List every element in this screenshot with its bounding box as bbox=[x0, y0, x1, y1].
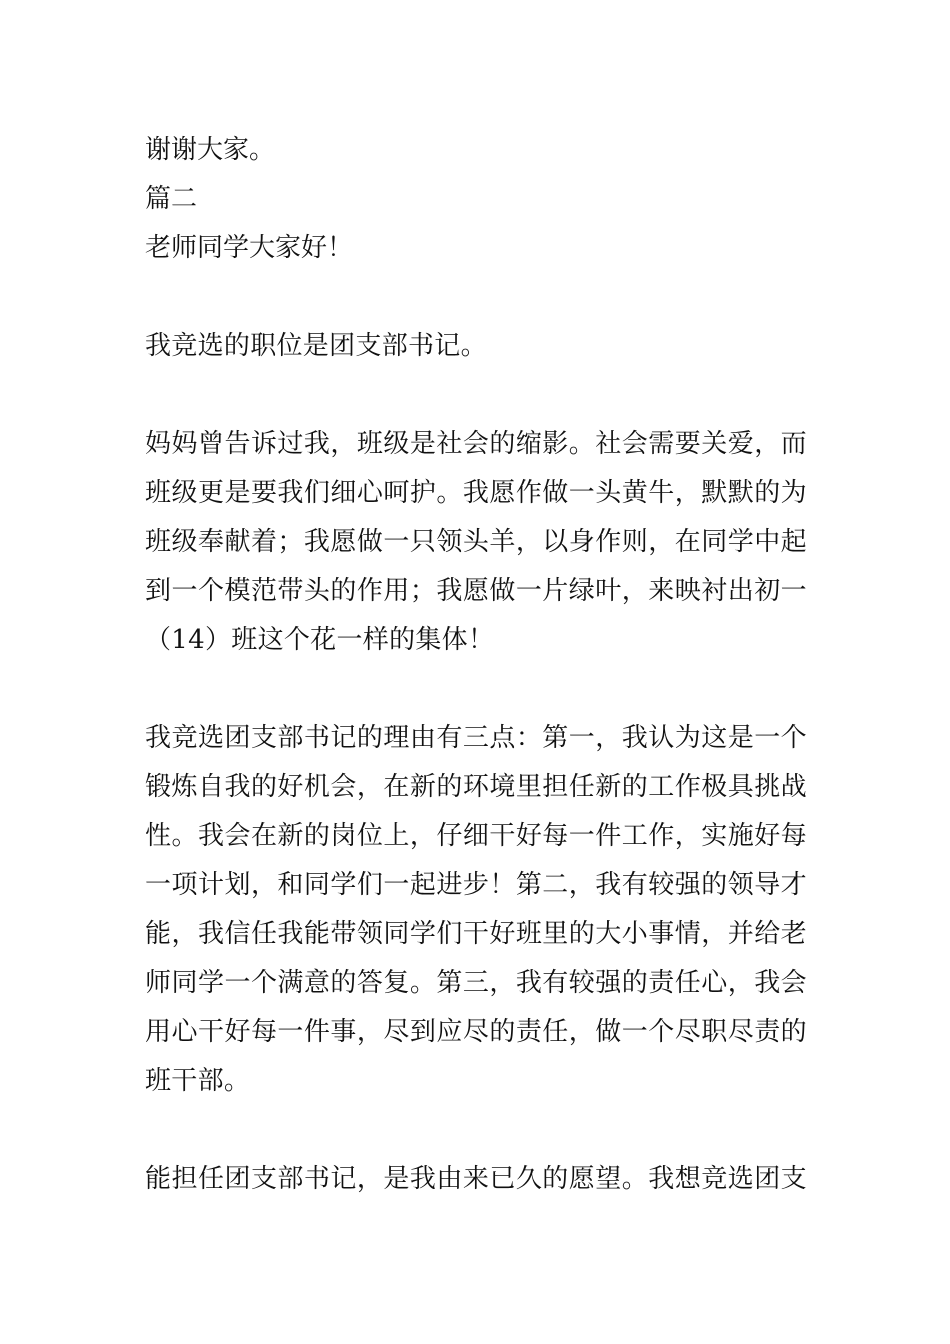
paragraph-gap bbox=[145, 273, 807, 322]
paragraph-line: 我竞选团支部书记的理由有三点：第一，我认为这是一个 bbox=[145, 723, 807, 753]
paragraph-1 bbox=[145, 322, 807, 371]
paragraph-line: 妈妈曾告诉过我，班级是社会的缩影。社会需要关爱，而 bbox=[145, 429, 807, 459]
paragraph-line: 能担任团支部书记，是我由来已久的愿望。我想竞选团支 bbox=[145, 1164, 807, 1194]
paragraph-line: 锻炼自我的好机会，在新的环境里担任新的工作极具挑战 bbox=[145, 772, 807, 802]
document-page bbox=[145, 126, 807, 1204]
paragraph-gap bbox=[145, 665, 807, 714]
paragraph-line: 班级更是要我们细心呵护。我愿作做一头黄牛，默默的为 bbox=[145, 478, 807, 508]
closing-line: 谢谢大家。 bbox=[145, 135, 276, 165]
paragraph-3 bbox=[145, 714, 807, 1106]
paragraph-line: 性。我会在新的岗位上，仔细干好每一件工作，实施好每 bbox=[145, 821, 807, 851]
paragraph-gap bbox=[145, 1106, 807, 1155]
paragraph-line: 我竞选的职位是团支部书记。 bbox=[145, 331, 487, 361]
paragraph-line: （14）班这个花一样的集体！ bbox=[145, 625, 495, 655]
paragraph-line: 班干部。 bbox=[145, 1066, 251, 1096]
paragraph-line: 班级奉献着；我愿做一只领头羊，以身作则，在同学中起 bbox=[145, 527, 807, 557]
paragraph-line: 师同学一个满意的答复。第三，我有较强的责任心，我会 bbox=[145, 968, 807, 998]
paragraph-line: 用心干好每一件事，尽到应尽的责任，做一个尽职尽责的 bbox=[145, 1017, 807, 1047]
paragraph-gap bbox=[145, 371, 807, 420]
greeting-line: 老师同学大家好！ bbox=[145, 233, 354, 263]
paragraph-2 bbox=[145, 420, 807, 665]
paragraph-4 bbox=[145, 1155, 807, 1204]
paragraph-line: 一项计划，和同学们一起进步！第二，我有较强的领导才 bbox=[145, 870, 807, 900]
paragraph-line: 能，我信任我能带领同学们干好班里的大小事情，并给老 bbox=[145, 919, 807, 949]
paragraph-line: 到一个模范带头的作用；我愿做一片绿叶，来映衬出初一 bbox=[145, 576, 807, 606]
section-title: 篇二 bbox=[145, 184, 198, 214]
